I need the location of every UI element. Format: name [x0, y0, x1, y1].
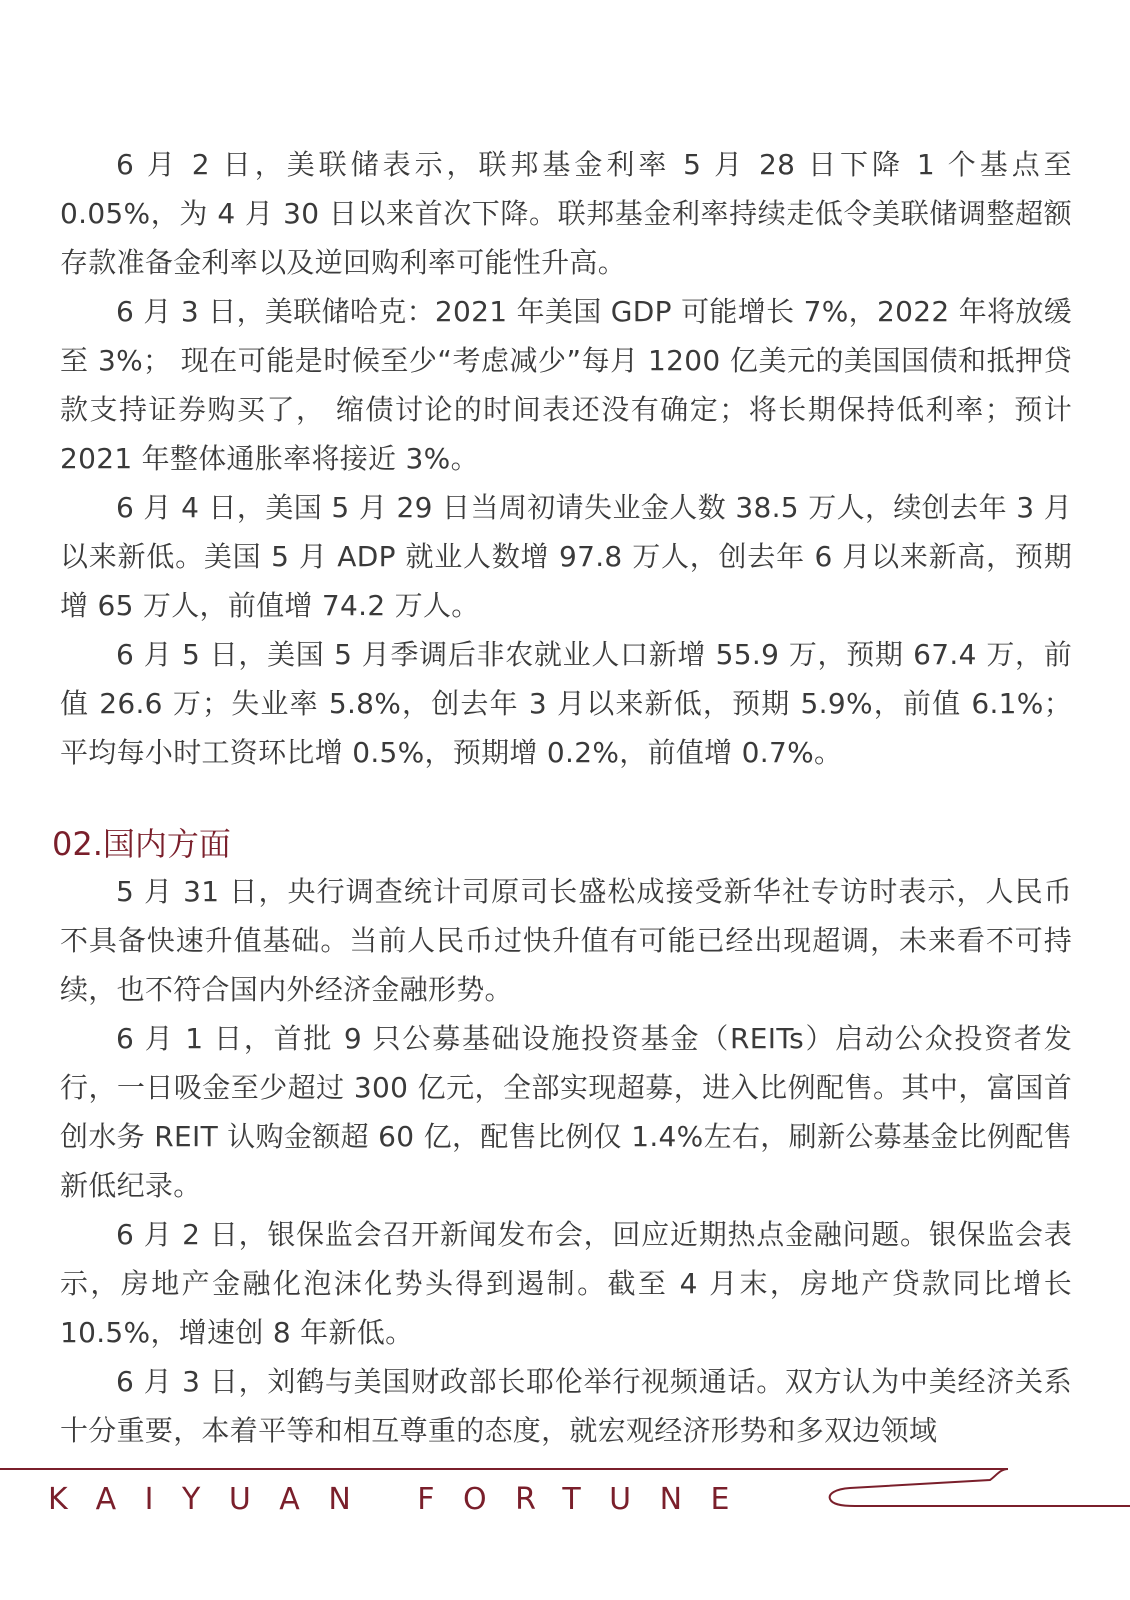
paragraph-intl-4: 6 月 5 日，美国 5 月季调后非农就业人口新增 55.9 万，预期 67.4 万，前值 26.6 万；失业率 5.8%，创去年 3 月以来新低，预期 5.9%，前值 6.1%；平均每小时工资环比增 0.5%，预期增 0.2%，前值增 0.7%。 — [60, 638, 1072, 769]
paragraph-intl-1: 6 月 2 日，美联储表示，联邦基金利率 5 月 28 日下降 1 个基点至 0.05%，为 4 月 30 日以来首次下降。联邦基金利率持续走低令美联储调整超额存款准备金利率以及逆回购利率可能性升高。 — [60, 148, 1072, 279]
paragraph-domestic-2: 6 月 1 日，首批 9 只公募基础设施投资基金（REITs）启动公众投资者发行，一日吸金至少超过 300 亿元，全部实现超募，进入比例配售。其中，富国首创水务 REIT 认购金额超 60 亿，配售比例仅 1.4%左右，刷新公募基金比例配售新低纪录。 — [60, 1022, 1072, 1202]
footer-brand-wordmark: KAIYUAN FORTUNE — [48, 1482, 759, 1517]
paragraph-intl-3: 6 月 4 日，美国 5 月 29 日当周初请失业金人数 38.5 万人，续创去年 3 月以来新低。美国 5 月 ADP 就业人数增 97.8 万人，创去年 6 月以来新高，预期增 65 万人，前值增 74.2 万人。 — [60, 491, 1072, 622]
paragraph-domestic-3: 6 月 2 日，银保监会召开新闻发布会，回应近期热点金融问题。银保监会表示，房地产金融化泡沫化势头得到遏制。截至 4 月末，房地产贷款同比增长 10.5%，增速创 8 年新低。 — [60, 1218, 1072, 1349]
article-body — [52, 140, 1072, 1455]
paragraph-domestic-4: 6 月 3 日，刘鹤与美国财政部长耶伦举行视频通话。双方认为中美经济关系十分重要，本着平等和相互尊重的态度，就宏观经济形势和多双边领域 — [60, 1365, 1072, 1447]
paragraph-intl-2: 6 月 3 日，美联储哈克：2021 年美国 GDP 可能增长 7%，2022 年将放缓至 3%； 现在可能是时候至少“考虑减少”每月 1200 亿美元的美国国债和抵押贷款支持证券购买了， 缩债讨论的时间表还没有确定；将长期保持低利率；预计 2021 年整体通胀率将接近 3%。 — [60, 295, 1072, 475]
paragraph-domestic-1: 5 月 31 日，央行调查统计司原司长盛松成接受新华社专访时表示，人民币不具备快速升值基础。当前人民币过快升值有可能已经出现超调，未来看不可持续，也不符合国内外经济金融形势。 — [60, 875, 1072, 1006]
page-footer — [0, 1468, 1130, 1548]
footer-swoosh-decoration — [0, 1468, 1130, 1548]
section-heading-domestic: 02.国内方面 — [52, 825, 231, 863]
